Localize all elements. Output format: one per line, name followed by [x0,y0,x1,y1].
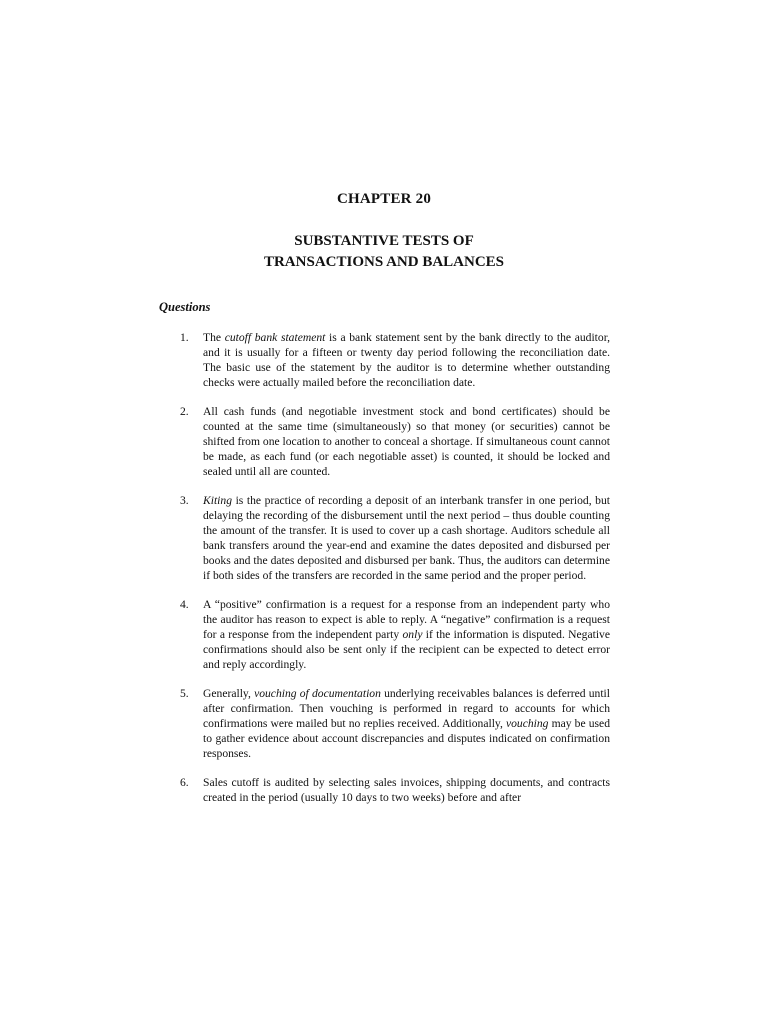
question-number: 6. [180,776,189,789]
text-segment: All cash funds (and negotiable investment stock and bond certificates) should be counted at the same time (simultaneously) so that money (or securities) cannot be shifted from one location to another to conceal a shortage. If simultaneous count cannot be made, as each fund (or each negotiable asset) is counted, it should be locked and sealed until all are counted. [203,405,610,478]
list-item [180,775,610,805]
emphasized-term: Kiting [203,494,232,507]
section-heading: Questions [159,300,211,314]
question-text [203,598,610,671]
list-item [180,493,610,583]
text-segment: is the practice of recording a deposit of an interbank transfer in one period, but delaying the recording of the disbursement until the next period – thus double counting the amount of the transfer. It is used to cover up a cash shortage. Auditors schedule all bank transfers around the year-end and examine the dates deposited and disbursed per books and the dates deposited and disbursed per bank. Thus, the auditors can determine if both sides of the transfers are recorded in the same period and the proper period. [203,494,610,582]
list-item [180,404,610,479]
question-number: 3. [180,494,189,507]
question-text [203,331,610,389]
text-segment: may be used to gather evidence about account discrepancies and disputes indicated on confirmation responses. [203,717,610,760]
text-segment: Generally, [203,687,255,700]
list-item [180,597,610,672]
chapter-subtitle-line-1: SUBSTANTIVE TESTS OF [294,233,474,249]
chapter-title: CHAPTER 20 [336,191,432,207]
question-text [203,494,610,582]
list-item [180,330,610,390]
question-number: 4. [180,598,189,611]
text-segment: Sales cutoff is audited by selecting sales invoices, shipping documents, and contracts created in the period (usually 10 days to two weeks) before and after [203,776,610,804]
emphasized-term: vouching of documentation [254,687,381,700]
text-segment: underlying receivables balances is deferred until after confirmation. Then vouching is performed in regard to accounts for which confirmations were mailed but no replies received. Additionally, [203,687,610,730]
emphasized-term: vouching [505,717,549,730]
question-text [203,776,610,804]
text-segment: if the information is disputed. Negative confirmations should also be sent only if the recipient can be expected to detect error and reply accordingly. [203,628,610,671]
chapter-subtitle-line-2: TRANSACTIONS AND BALANCES [263,254,505,270]
emphasized-term: only [402,628,423,641]
questions-list [180,330,610,819]
question-number: 2. [180,405,189,418]
text-segment: A “positive” confirmation is a request for a response from an independent party who the auditor has reason to expect is able to reply. A “negative” confirmation is a request for a response from the independent party [203,598,610,641]
chapter-subtitle [0,231,768,273]
question-number: 5. [180,687,189,700]
question-text [203,405,610,478]
emphasized-term: cutoff bank statement [224,331,326,344]
text-segment: The [203,331,225,344]
text-segment: is a bank statement sent by the bank directly to the auditor, and it is usually for a fifteen or twenty day period following the reconciliation date. The basic use of the statement by the auditor is to determine whether outstanding checks were actually mailed before the reconciliation date. [203,331,610,389]
question-text [203,687,610,760]
question-number: 1. [180,331,189,344]
list-item [180,686,610,761]
